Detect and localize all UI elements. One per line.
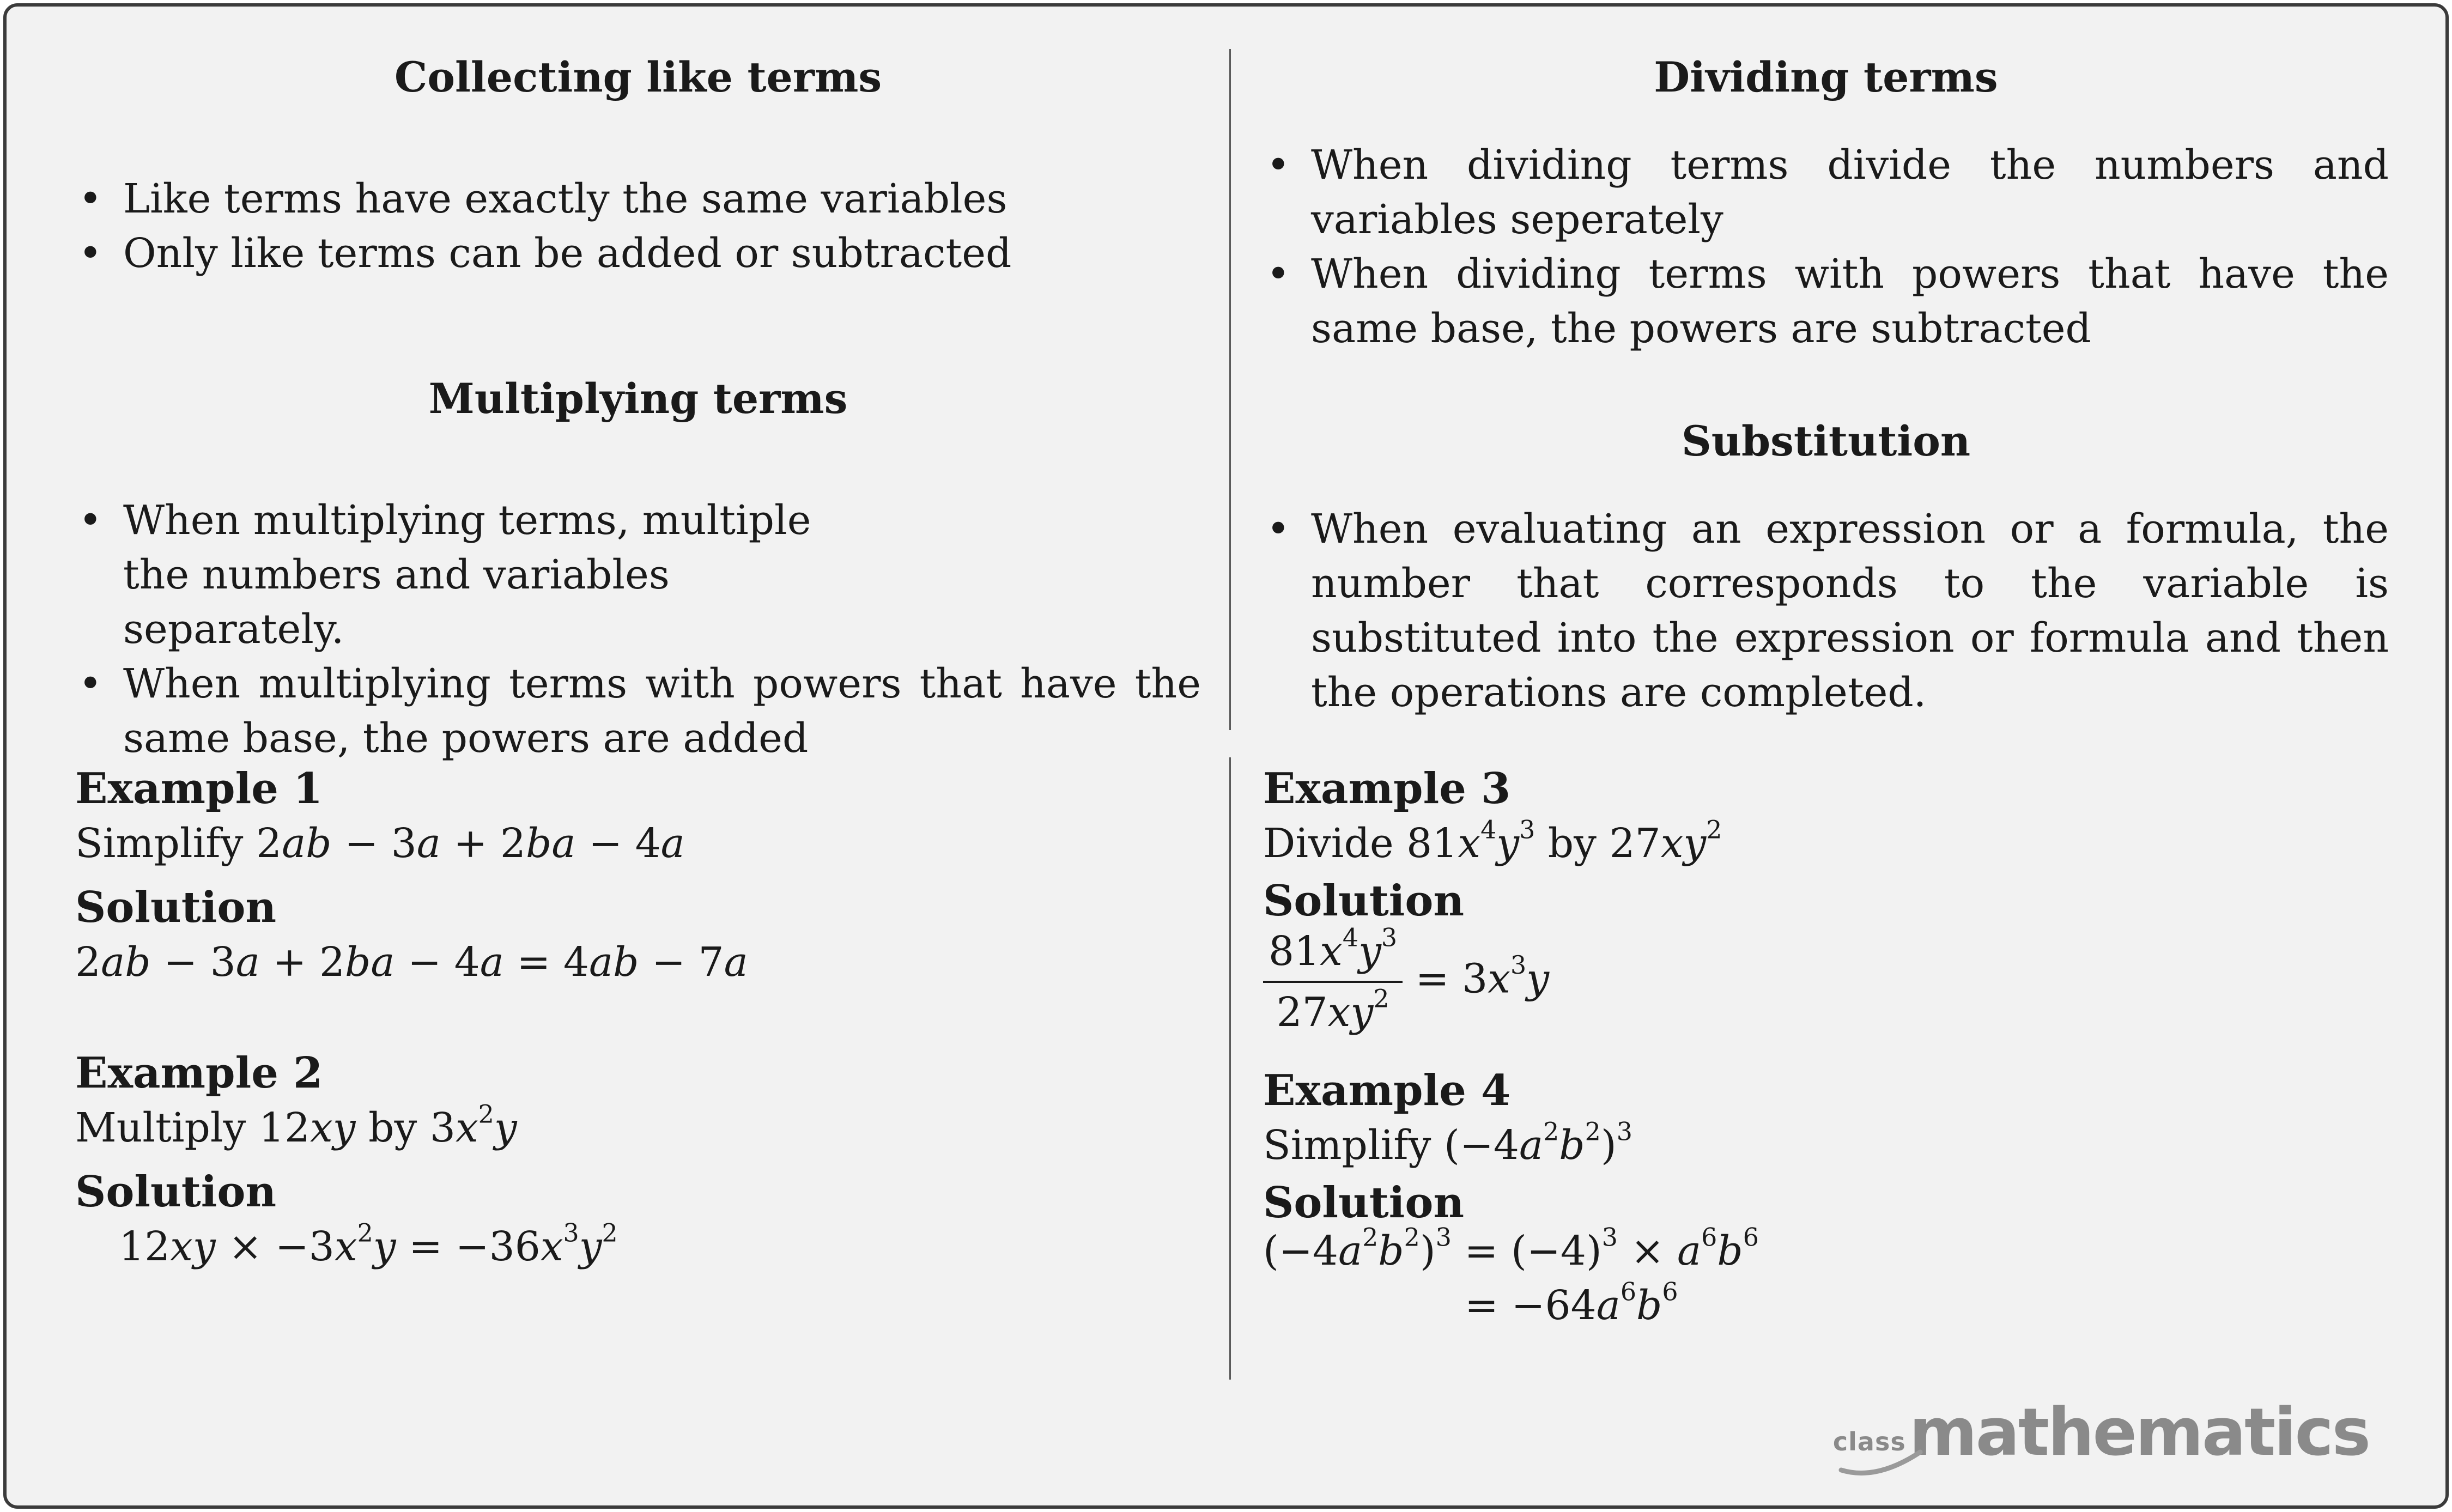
classmathematics-logo — [1833, 1395, 2369, 1471]
collecting-section — [75, 52, 1201, 281]
formula-sheet — [3, 3, 2449, 1509]
list-item — [123, 493, 886, 657]
list-item: • When dividing terms divide the numbers and variables seperately — [1311, 138, 2389, 247]
example-3-fraction — [1263, 922, 1403, 1042]
collecting-title: Collecting like terms — [394, 53, 882, 101]
column-divider-bottom — [1229, 757, 1231, 1380]
example-1-solution-label: Solution — [75, 883, 277, 932]
multiplying-bullets — [75, 493, 1201, 766]
example-4-solution-label: Solution — [1263, 1178, 1465, 1228]
list-item: • When multiplying terms with powers that have the same base, the powers are added — [123, 657, 1201, 766]
example-1-question — [75, 816, 748, 871]
example-2 — [75, 1046, 618, 1274]
example-4-expression: $(-4a^2b^2)^3$ — [1443, 1116, 1632, 1169]
example-1-solution: 2ab − 3a + 2ba − 4a = 4ab − 7a — [75, 939, 748, 986]
example-4-solution-line-1: $(-4a^2b^2)^3 = (-4)^3 \times a^6b^6$ — [1263, 1222, 1759, 1274]
example-4-prompt: Simplify — [1263, 1122, 1431, 1169]
substitution-bullets — [1263, 502, 2389, 720]
multiplying-section — [75, 374, 1201, 766]
example-4-solution-line-2: = $-64a^6b^6$ — [1465, 1277, 1678, 1329]
example-3-by: by — [1547, 820, 1597, 867]
example-4-question — [1263, 1118, 1759, 1173]
fraction-numerator: $81x^4y^3$ — [1263, 922, 1403, 983]
example-1-expression: 2ab − 3a + 2ba − 4a — [256, 820, 685, 867]
example-4-title: Example 4 — [1263, 1066, 1511, 1115]
example-3-divisor: $27xy^2$ — [1609, 815, 1722, 867]
column-divider-top — [1229, 49, 1231, 730]
list-item: • Only like terms can be added or subtracted — [123, 226, 1201, 281]
multiplying-title: Multiplying terms — [428, 374, 848, 423]
logo-big-text: mathematics — [1909, 1395, 2369, 1471]
example-2-prompt: Multiply — [75, 1104, 246, 1151]
list-item: • Like terms have exactly the same variables — [123, 172, 1201, 226]
dividing-bullets — [1263, 138, 2389, 356]
substitution-title: Substitution — [1681, 417, 1971, 465]
example-2-solution-label: Solution — [75, 1167, 277, 1217]
example-1-title: Example 1 — [75, 764, 323, 813]
example-2-term-a: 12xy — [258, 1104, 356, 1151]
substitution-section — [1263, 416, 2389, 720]
list-item: • When dividing terms with powers that have the same base, the powers are subtracted — [1311, 247, 2389, 356]
example-3-title: Example 3 — [1263, 764, 1511, 813]
example-3 — [1263, 762, 1722, 1042]
example-2-by: by — [368, 1104, 417, 1151]
example-3-prompt: Divide — [1263, 820, 1394, 867]
collecting-bullets — [75, 172, 1201, 281]
logo-swoosh-icon — [1838, 1449, 1926, 1477]
example-4 — [1263, 1064, 1759, 1333]
logo-small-text: class — [1832, 1427, 1906, 1456]
example-1 — [75, 762, 748, 989]
example-2-title: Example 2 — [75, 1048, 323, 1098]
example-3-question — [1263, 816, 1722, 871]
example-2-question — [75, 1101, 618, 1155]
example-3-solution-label: Solution — [1263, 876, 1465, 926]
example-2-solution: $12xy \times -3x^2y = -36x^3y^2$ — [119, 1218, 618, 1270]
dividing-section — [1263, 52, 2389, 356]
dividing-title: Dividing terms — [1654, 53, 1998, 101]
bullet-text: When multiplying terms, multiple the numbers and variables separately. — [123, 497, 811, 653]
fraction-denominator: $27xy^2$ — [1276, 983, 1389, 1036]
example-2-term-b: $3x^2y$ — [429, 1099, 517, 1151]
example-3-solution: $\frac{81x^4y^3}{27xy^2}$ = $3x^3y$ — [1263, 922, 1722, 1042]
example-3-dividend: $81x^4y^3$ — [1406, 815, 1535, 867]
example-1-prompt: Simplify — [75, 820, 244, 867]
list-item: • When evaluating an expression or a formula, the number that corresponds to the variable is substituted into the expression or formula and then the operations are completed. — [1311, 502, 2389, 720]
